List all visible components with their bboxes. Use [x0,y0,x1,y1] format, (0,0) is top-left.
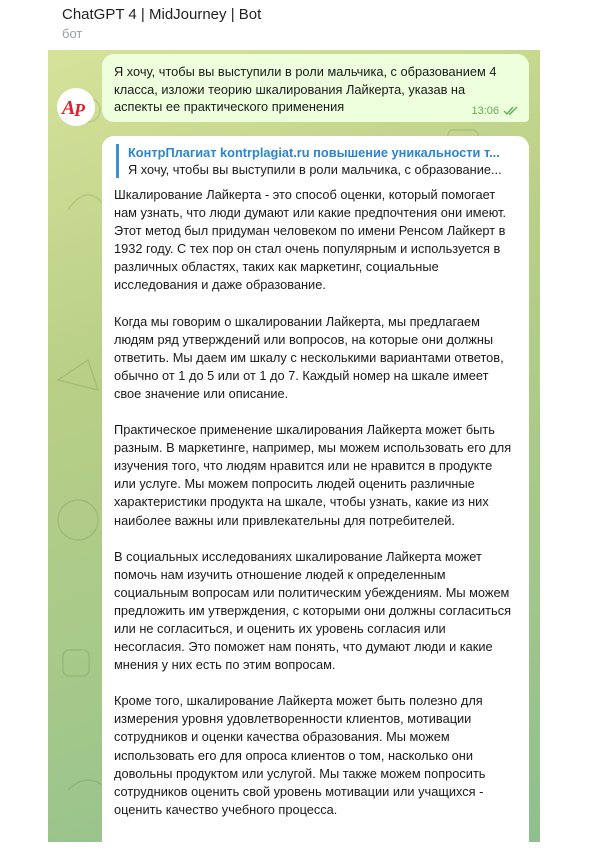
outgoing-message-text: Я хочу, чтобы вы выступили в роли мальчика, с образованием 4 класса, изложи теорию шкалирования Лайкерта, указав на аспекты ее практического применения [114,64,497,114]
message-time: 13:06 [471,105,499,117]
reply-quote[interactable] [116,144,517,178]
message-paragraph: Когда мы говорим о шкалировании Лайкерта, мы предлагаем людям ряд утверждений или вопросов, на которые они должны ответить. Мы даем им шкалу с несколькими вариантами ответов, обычно от 1 до 5 или от 1 до 7. Каждый номер на шкале имеет свое значение или описание. [114,313,504,401]
message-paragraph: Шкалирование Лайкерта - это способ оценки, который помогает нам узнать, что люди думают или какие предпочтения они имеют. Этот метод был придуман человеком по имени Ренсом Лайкерт в 1932 году. С тех пор он стал очень популярным и используется в различных областях, таких как маркетинг, социальные исследования и даже образование. [114,187,507,293]
chat-subtitle: бот [62,26,83,41]
double-check-icon [503,106,519,116]
message-paragraph: В социальных исследованиях шкалирование Лайкерта может помочь нам изучить отношение людей к определенным социальным вопросам или политическим убеждениям. Мы можем предложить им утверждения, с которыми они должны согласиться или не согласиться, и оценить их уровень согласия или несогласия. Это поможет нам понять, что думают люди и какие мнения у них есть по этим вопросам. [114,548,512,673]
reply-quoted-text: Я хочу, чтобы вы выступили в роли мальчика, с образование... [128,162,502,177]
chat-header[interactable] [0,0,591,50]
message-paragraph: Кроме того, шкалирование Лайкерта может быть полезно для измерения уровня удовлетворенности клиентов, мотивации сотрудников и оценки качества образования. Мы можем использовать его для опроса клиентов о том, насколько они довольны продуктом или услугой. Мы также можем попросить сотрудников оценить свой уровень мотивации или учащихся - оценить качество учебного процесса. [114,693,486,817]
incoming-message[interactable] [102,136,529,856]
outgoing-message[interactable] [102,54,529,122]
svg-text:A: A [62,97,76,119]
svg-text:P: P [74,100,85,120]
bot-avatar-logo-icon [59,90,93,124]
message-meta [471,105,519,117]
message-paragraph: Практическое применение шкалирования Лайкерта может быть разным. В маркетинге, например, мы можем использовать его для изучения того, что людям нравится или не нравится в продукте или услуге. Мы можем попросить людей оценить различные характеристики продукта на шкале, чтобы узнать, какие из них наиболее важны или привлекательны для потребителей. [114,422,512,528]
bot-avatar[interactable] [57,88,95,126]
reply-sender-name: КонтрПлагиат kontrplagiat.ru повышение уникальности т... [128,145,500,160]
chat-title[interactable]: ChatGPT 4 | MidJourney | Bot [62,6,262,23]
